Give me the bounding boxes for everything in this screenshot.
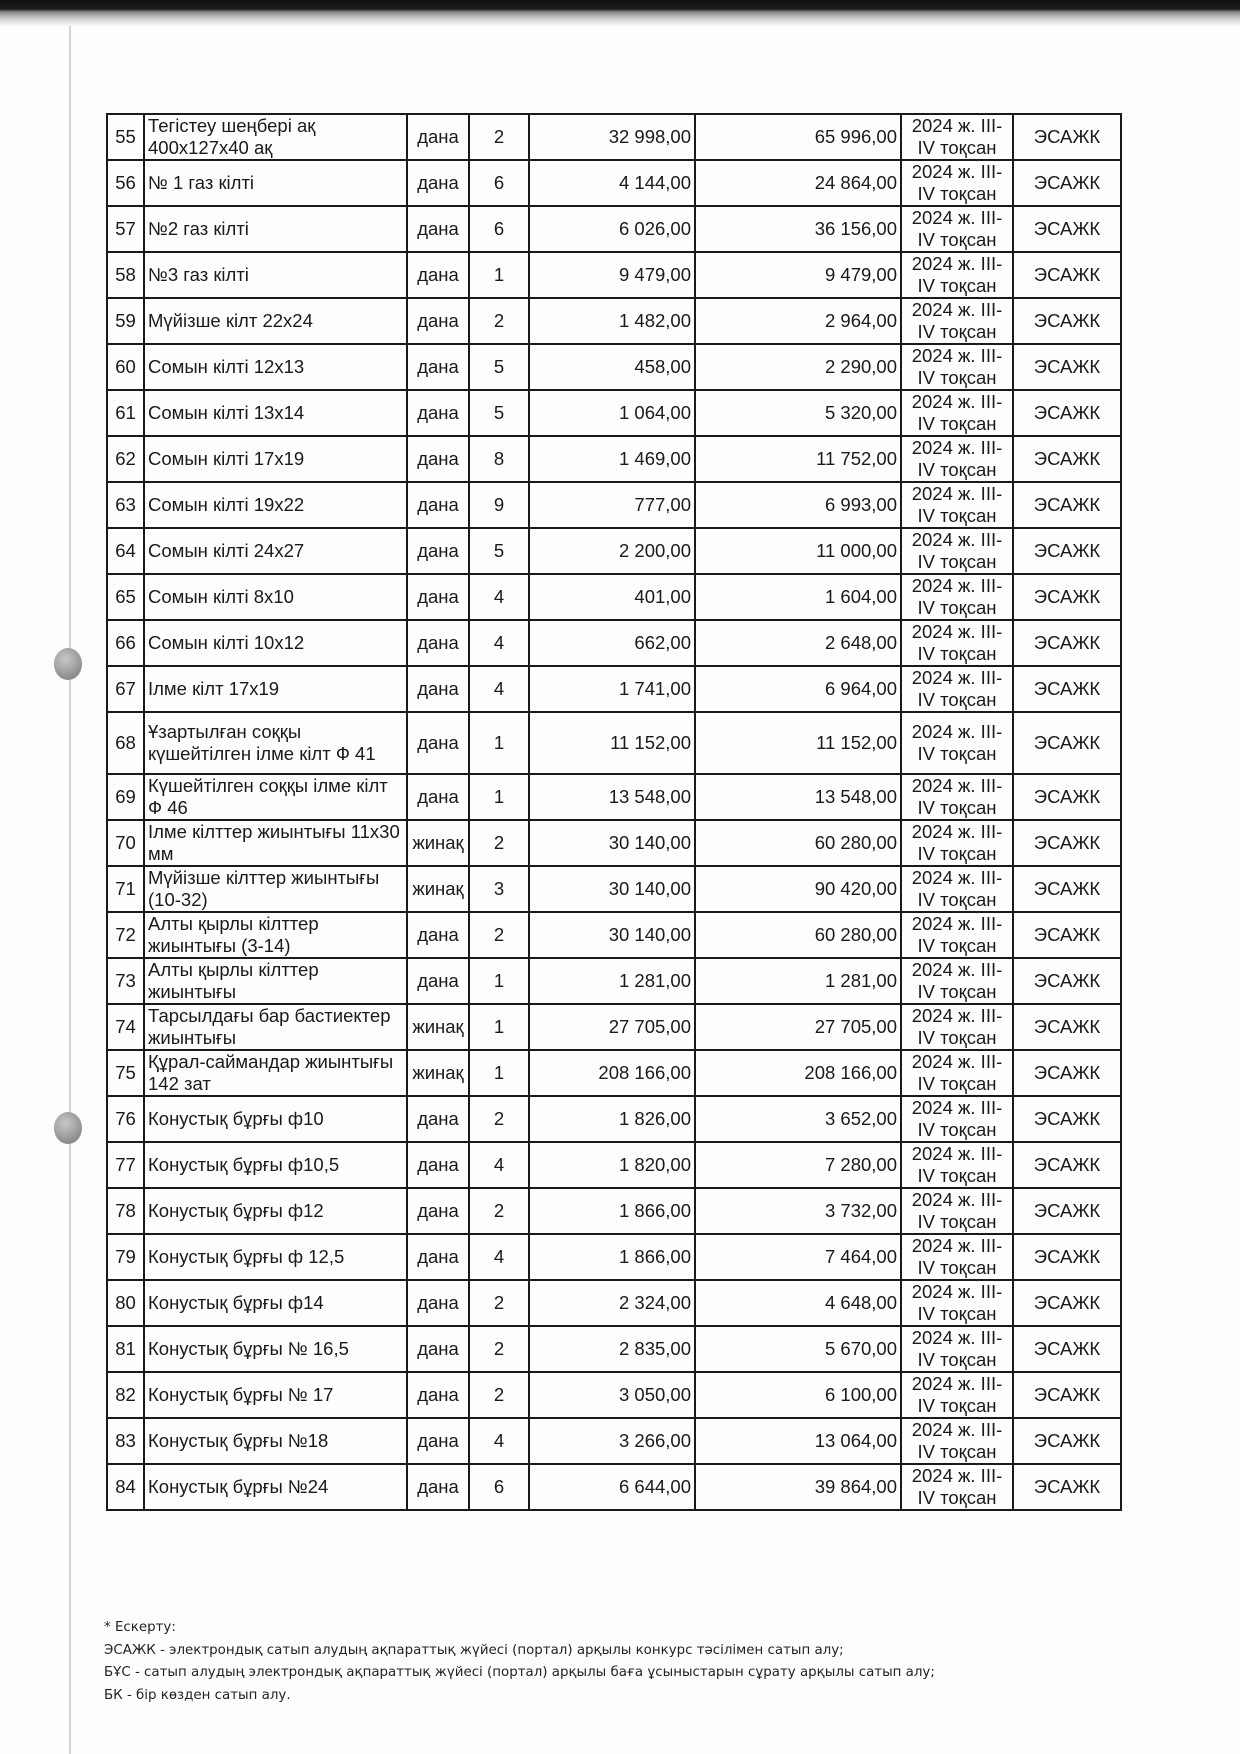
table-row [107,1142,1121,1188]
quantity-cell: 5 [469,344,529,390]
quantity-cell: 4 [469,574,529,620]
unit-price-cell: 2 324,00 [529,1280,695,1326]
unit-price-cell: 6 026,00 [529,206,695,252]
punch-hole-bottom [54,1112,82,1144]
footnote-line-esazhk: ЭСАЖК - электрондық сатып алудың ақпараттық жүйесі (портал) арқылы конкурс тәсілімен сатып алу; [104,1642,844,1658]
table-row [107,298,1121,344]
procurement-method-cell: ЭСАЖК [1013,1464,1121,1510]
item-name-cell: №2 газ кілті [144,206,407,252]
delivery-period-cell: 2024 ж. III-IV тоқсан [901,206,1013,252]
unit-cell: дана [407,114,469,160]
procurement-method-cell: ЭСАЖК [1013,1050,1121,1096]
table-row [107,252,1121,298]
total-sum-cell: 4 648,00 [695,1280,901,1326]
punch-hole-top [54,648,82,680]
item-name-cell: Сомын кілті 17x19 [144,436,407,482]
unit-cell: дана [407,1280,469,1326]
quantity-cell: 2 [469,114,529,160]
quantity-cell: 1 [469,1004,529,1050]
quantity-cell: 1 [469,1050,529,1096]
total-sum-cell: 3 652,00 [695,1096,901,1142]
footnote-line-bus: БҰС - сатып алудың электрондық ақпараттық жүйесі (портал) арқылы баға ұсыныстарын сұрату арқылы сатып алу; [104,1665,935,1680]
table-row [107,482,1121,528]
table-row [107,1464,1121,1510]
unit-cell: дана [407,298,469,344]
row-number-cell: 80 [107,1280,144,1326]
unit-price-cell: 1 281,00 [529,958,695,1004]
table-row [107,114,1121,160]
table-row [107,1372,1121,1418]
procurement-method-cell: ЭСАЖК [1013,482,1121,528]
delivery-period-cell: 2024 ж. III-IV тоқсан [901,1326,1013,1372]
total-sum-cell: 9 479,00 [695,252,901,298]
table-row [107,1050,1121,1096]
procurement-method-cell: ЭСАЖК [1013,528,1121,574]
item-name-cell: Ілме кілт 17x19 [144,666,407,712]
table-row [107,1004,1121,1050]
delivery-period-cell: 2024 ж. III-IV тоқсан [901,114,1013,160]
delivery-period-cell: 2024 ж. III-IV тоқсан [901,774,1013,820]
unit-cell: дана [407,252,469,298]
row-number-cell: 75 [107,1050,144,1096]
item-name-cell: Конустық бұрғы ф10 [144,1096,407,1142]
table-row [107,712,1121,774]
quantity-cell: 2 [469,820,529,866]
table-row [107,344,1121,390]
item-name-cell: Күшейтілген соққы ілме кілт Ф 46 [144,774,407,820]
table-row [107,958,1121,1004]
quantity-cell: 6 [469,1464,529,1510]
delivery-period-cell: 2024 ж. III-IV тоқсан [901,958,1013,1004]
procurement-method-cell: ЭСАЖК [1013,160,1121,206]
unit-price-cell: 9 479,00 [529,252,695,298]
delivery-period-cell: 2024 ж. III-IV тоқсан [901,390,1013,436]
total-sum-cell: 7 280,00 [695,1142,901,1188]
delivery-period-cell: 2024 ж. III-IV тоқсан [901,1050,1013,1096]
goods-table-body [107,114,1121,1510]
unit-price-cell: 1 826,00 [529,1096,695,1142]
quantity-cell: 6 [469,160,529,206]
table-row [107,912,1121,958]
item-name-cell: Сомын кілті 13x14 [144,390,407,436]
total-sum-cell: 2 648,00 [695,620,901,666]
item-name-cell: Конустық бұрғы № 16,5 [144,1326,407,1372]
unit-price-cell: 3 050,00 [529,1372,695,1418]
row-number-cell: 81 [107,1326,144,1372]
unit-price-cell: 1 866,00 [529,1188,695,1234]
unit-price-cell: 777,00 [529,482,695,528]
item-name-cell: №3 газ кілті [144,252,407,298]
total-sum-cell: 11 000,00 [695,528,901,574]
item-name-cell: Конустық бұрғы № 17 [144,1372,407,1418]
row-number-cell: 78 [107,1188,144,1234]
table-row [107,1096,1121,1142]
procurement-method-cell: ЭСАЖК [1013,712,1121,774]
row-number-cell: 69 [107,774,144,820]
item-name-cell: Конустық бұрғы №24 [144,1464,407,1510]
total-sum-cell: 2 964,00 [695,298,901,344]
item-name-cell: Сомын кілті 24x27 [144,528,407,574]
row-number-cell: 59 [107,298,144,344]
procurement-method-cell: ЭСАЖК [1013,298,1121,344]
unit-cell: дана [407,912,469,958]
table-row [107,390,1121,436]
item-name-cell: Тегістеу шеңбері ақ 400x127x40 ақ [144,114,407,160]
footnote-title: * Ескерту: [104,1620,176,1635]
delivery-period-cell: 2024 ж. III-IV тоқсан [901,820,1013,866]
quantity-cell: 3 [469,866,529,912]
total-sum-cell: 1 281,00 [695,958,901,1004]
row-number-cell: 63 [107,482,144,528]
footnote-line-bk: БК - бір көзден сатып алу. [104,1687,291,1703]
quantity-cell: 8 [469,436,529,482]
quantity-cell: 4 [469,1234,529,1280]
quantity-cell: 6 [469,206,529,252]
quantity-cell: 1 [469,712,529,774]
unit-price-cell: 30 140,00 [529,866,695,912]
unit-price-cell: 13 548,00 [529,774,695,820]
delivery-period-cell: 2024 ж. III-IV тоқсан [901,1096,1013,1142]
item-name-cell: Алты қырлы кілттер жиынтығы (3-14) [144,912,407,958]
row-number-cell: 55 [107,114,144,160]
item-name-cell: Сомын кілті 19x22 [144,482,407,528]
delivery-period-cell: 2024 ж. III-IV тоқсан [901,620,1013,666]
row-number-cell: 82 [107,1372,144,1418]
row-number-cell: 60 [107,344,144,390]
row-number-cell: 77 [107,1142,144,1188]
row-number-cell: 72 [107,912,144,958]
total-sum-cell: 27 705,00 [695,1004,901,1050]
total-sum-cell: 39 864,00 [695,1464,901,1510]
item-name-cell: Конустық бұрғы ф 12,5 [144,1234,407,1280]
quantity-cell: 9 [469,482,529,528]
table-row [107,620,1121,666]
delivery-period-cell: 2024 ж. III-IV тоқсан [901,344,1013,390]
delivery-period-cell: 2024 ж. III-IV тоқсан [901,1142,1013,1188]
unit-cell: жинақ [407,1004,469,1050]
unit-cell: дана [407,958,469,1004]
delivery-period-cell: 2024 ж. III-IV тоқсан [901,436,1013,482]
procurement-method-cell: ЭСАЖК [1013,206,1121,252]
procurement-method-cell: ЭСАЖК [1013,1418,1121,1464]
delivery-period-cell: 2024 ж. III-IV тоқсан [901,866,1013,912]
total-sum-cell: 24 864,00 [695,160,901,206]
item-name-cell: Мүйізше кілттер жиынтығы (10-32) [144,866,407,912]
procurement-method-cell: ЭСАЖК [1013,1188,1121,1234]
unit-price-cell: 1 482,00 [529,298,695,344]
quantity-cell: 2 [469,1096,529,1142]
scanner-edge-shadow [0,0,1240,26]
total-sum-cell: 13 548,00 [695,774,901,820]
table-row [107,1326,1121,1372]
quantity-cell: 4 [469,620,529,666]
table-row [107,666,1121,712]
procurement-method-cell: ЭСАЖК [1013,774,1121,820]
table-row [107,866,1121,912]
procurement-method-cell: ЭСАЖК [1013,252,1121,298]
table-row [107,206,1121,252]
row-number-cell: 73 [107,958,144,1004]
unit-cell: дана [407,1188,469,1234]
unit-cell: дана [407,1234,469,1280]
unit-price-cell: 1 820,00 [529,1142,695,1188]
total-sum-cell: 7 464,00 [695,1234,901,1280]
unit-cell: дана [407,666,469,712]
total-sum-cell: 65 996,00 [695,114,901,160]
total-sum-cell: 5 320,00 [695,390,901,436]
unit-cell: дана [407,1464,469,1510]
row-number-cell: 57 [107,206,144,252]
row-number-cell: 84 [107,1464,144,1510]
table-row [107,436,1121,482]
item-name-cell: Сомын кілті 10x12 [144,620,407,666]
unit-cell: жинақ [407,866,469,912]
total-sum-cell: 36 156,00 [695,206,901,252]
unit-price-cell: 3 266,00 [529,1418,695,1464]
total-sum-cell: 6 993,00 [695,482,901,528]
total-sum-cell: 208 166,00 [695,1050,901,1096]
quantity-cell: 1 [469,774,529,820]
procurement-method-cell: ЭСАЖК [1013,958,1121,1004]
unit-cell: дана [407,574,469,620]
quantity-cell: 2 [469,1280,529,1326]
row-number-cell: 76 [107,1096,144,1142]
unit-price-cell: 401,00 [529,574,695,620]
row-number-cell: 66 [107,620,144,666]
quantity-cell: 4 [469,666,529,712]
unit-price-cell: 4 144,00 [529,160,695,206]
unit-price-cell: 1 866,00 [529,1234,695,1280]
delivery-period-cell: 2024 ж. III-IV тоқсан [901,574,1013,620]
goods-table [106,113,1122,1511]
delivery-period-cell: 2024 ж. III-IV тоқсан [901,1464,1013,1510]
total-sum-cell: 3 732,00 [695,1188,901,1234]
table-row [107,1188,1121,1234]
unit-cell: дана [407,160,469,206]
item-name-cell: № 1 газ кілті [144,160,407,206]
row-number-cell: 67 [107,666,144,712]
row-number-cell: 83 [107,1418,144,1464]
item-name-cell: Сомын кілті 8x10 [144,574,407,620]
unit-cell: дана [407,712,469,774]
quantity-cell: 2 [469,912,529,958]
procurement-method-cell: ЭСАЖК [1013,820,1121,866]
quantity-cell: 4 [469,1418,529,1464]
unit-cell: дана [407,1142,469,1188]
delivery-period-cell: 2024 ж. III-IV тоқсан [901,1280,1013,1326]
delivery-period-cell: 2024 ж. III-IV тоқсан [901,1418,1013,1464]
total-sum-cell: 6 964,00 [695,666,901,712]
total-sum-cell: 13 064,00 [695,1418,901,1464]
unit-cell: дана [407,1418,469,1464]
item-name-cell: Тарсылдағы бар бастиектер жиынтығы [144,1004,407,1050]
row-number-cell: 71 [107,866,144,912]
unit-cell: жинақ [407,820,469,866]
unit-price-cell: 32 998,00 [529,114,695,160]
total-sum-cell: 6 100,00 [695,1372,901,1418]
quantity-cell: 4 [469,1142,529,1188]
row-number-cell: 68 [107,712,144,774]
item-name-cell: Сомын кілті 12x13 [144,344,407,390]
procurement-method-cell: ЭСАЖК [1013,436,1121,482]
procurement-method-cell: ЭСАЖК [1013,1234,1121,1280]
delivery-period-cell: 2024 ж. III-IV тоқсан [901,912,1013,958]
unit-price-cell: 1 741,00 [529,666,695,712]
row-number-cell: 61 [107,390,144,436]
unit-cell: дана [407,436,469,482]
unit-cell: дана [407,620,469,666]
unit-price-cell: 2 200,00 [529,528,695,574]
row-number-cell: 58 [107,252,144,298]
delivery-period-cell: 2024 ж. III-IV тоқсан [901,712,1013,774]
procurement-method-cell: ЭСАЖК [1013,1280,1121,1326]
row-number-cell: 62 [107,436,144,482]
quantity-cell: 2 [469,1188,529,1234]
unit-price-cell: 11 152,00 [529,712,695,774]
unit-price-cell: 208 166,00 [529,1050,695,1096]
delivery-period-cell: 2024 ж. III-IV тоқсан [901,1234,1013,1280]
procurement-method-cell: ЭСАЖК [1013,1372,1121,1418]
table-row [107,774,1121,820]
footnote [104,1617,935,1707]
table-row [107,1418,1121,1464]
procurement-method-cell: ЭСАЖК [1013,344,1121,390]
row-number-cell: 64 [107,528,144,574]
unit-cell: дана [407,390,469,436]
delivery-period-cell: 2024 ж. III-IV тоқсан [901,1188,1013,1234]
unit-cell: дана [407,1096,469,1142]
total-sum-cell: 60 280,00 [695,820,901,866]
row-number-cell: 70 [107,820,144,866]
unit-price-cell: 662,00 [529,620,695,666]
unit-cell: дана [407,344,469,390]
procurement-method-cell: ЭСАЖК [1013,1326,1121,1372]
unit-cell: дана [407,1372,469,1418]
table-row [107,574,1121,620]
unit-price-cell: 1 064,00 [529,390,695,436]
procurement-method-cell: ЭСАЖК [1013,620,1121,666]
delivery-period-cell: 2024 ж. III-IV тоқсан [901,666,1013,712]
delivery-period-cell: 2024 ж. III-IV тоқсан [901,1004,1013,1050]
row-number-cell: 79 [107,1234,144,1280]
delivery-period-cell: 2024 ж. III-IV тоқсан [901,298,1013,344]
procurement-method-cell: ЭСАЖК [1013,912,1121,958]
delivery-period-cell: 2024 ж. III-IV тоқсан [901,1372,1013,1418]
table-row [107,160,1121,206]
unit-price-cell: 30 140,00 [529,912,695,958]
unit-price-cell: 6 644,00 [529,1464,695,1510]
row-number-cell: 65 [107,574,144,620]
total-sum-cell: 11 152,00 [695,712,901,774]
item-name-cell: Алты қырлы кілттер жиынтығы [144,958,407,1004]
total-sum-cell: 11 752,00 [695,436,901,482]
procurement-method-cell: ЭСАЖК [1013,1096,1121,1142]
item-name-cell: Конустық бұрғы №18 [144,1418,407,1464]
unit-price-cell: 30 140,00 [529,820,695,866]
quantity-cell: 2 [469,1326,529,1372]
delivery-period-cell: 2024 ж. III-IV тоқсан [901,528,1013,574]
item-name-cell: Құрал-саймандар жиынтығы 142 зат [144,1050,407,1096]
table-row [107,820,1121,866]
table-row [107,528,1121,574]
page-margin-line [69,26,71,1754]
unit-cell: жинақ [407,1050,469,1096]
unit-cell: дана [407,206,469,252]
total-sum-cell: 90 420,00 [695,866,901,912]
total-sum-cell: 5 670,00 [695,1326,901,1372]
unit-cell: дана [407,482,469,528]
delivery-period-cell: 2024 ж. III-IV тоқсан [901,482,1013,528]
quantity-cell: 2 [469,1372,529,1418]
procurement-method-cell: ЭСАЖК [1013,114,1121,160]
unit-cell: дана [407,774,469,820]
total-sum-cell: 1 604,00 [695,574,901,620]
item-name-cell: Ұзартылған соққы күшейтілген ілме кілт Ф 41 [144,712,407,774]
delivery-period-cell: 2024 ж. III-IV тоқсан [901,160,1013,206]
quantity-cell: 5 [469,390,529,436]
row-number-cell: 74 [107,1004,144,1050]
item-name-cell: Ілме кілттер жиынтығы 11x30 мм [144,820,407,866]
procurement-method-cell: ЭСАЖК [1013,390,1121,436]
total-sum-cell: 60 280,00 [695,912,901,958]
item-name-cell: Мүйізше кілт 22x24 [144,298,407,344]
procurement-method-cell: ЭСАЖК [1013,666,1121,712]
quantity-cell: 1 [469,252,529,298]
item-name-cell: Конустық бұрғы ф14 [144,1280,407,1326]
total-sum-cell: 2 290,00 [695,344,901,390]
procurement-method-cell: ЭСАЖК [1013,1142,1121,1188]
unit-cell: дана [407,528,469,574]
unit-price-cell: 27 705,00 [529,1004,695,1050]
procurement-method-cell: ЭСАЖК [1013,1004,1121,1050]
unit-price-cell: 2 835,00 [529,1326,695,1372]
item-name-cell: Конустық бұрғы ф10,5 [144,1142,407,1188]
table-row [107,1234,1121,1280]
row-number-cell: 56 [107,160,144,206]
delivery-period-cell: 2024 ж. III-IV тоқсан [901,252,1013,298]
quantity-cell: 5 [469,528,529,574]
quantity-cell: 2 [469,298,529,344]
quantity-cell: 1 [469,958,529,1004]
unit-price-cell: 1 469,00 [529,436,695,482]
item-name-cell: Конустық бұрғы ф12 [144,1188,407,1234]
procurement-method-cell: ЭСАЖК [1013,574,1121,620]
procurement-method-cell: ЭСАЖК [1013,866,1121,912]
unit-price-cell: 458,00 [529,344,695,390]
unit-cell: дана [407,1326,469,1372]
table-row [107,1280,1121,1326]
